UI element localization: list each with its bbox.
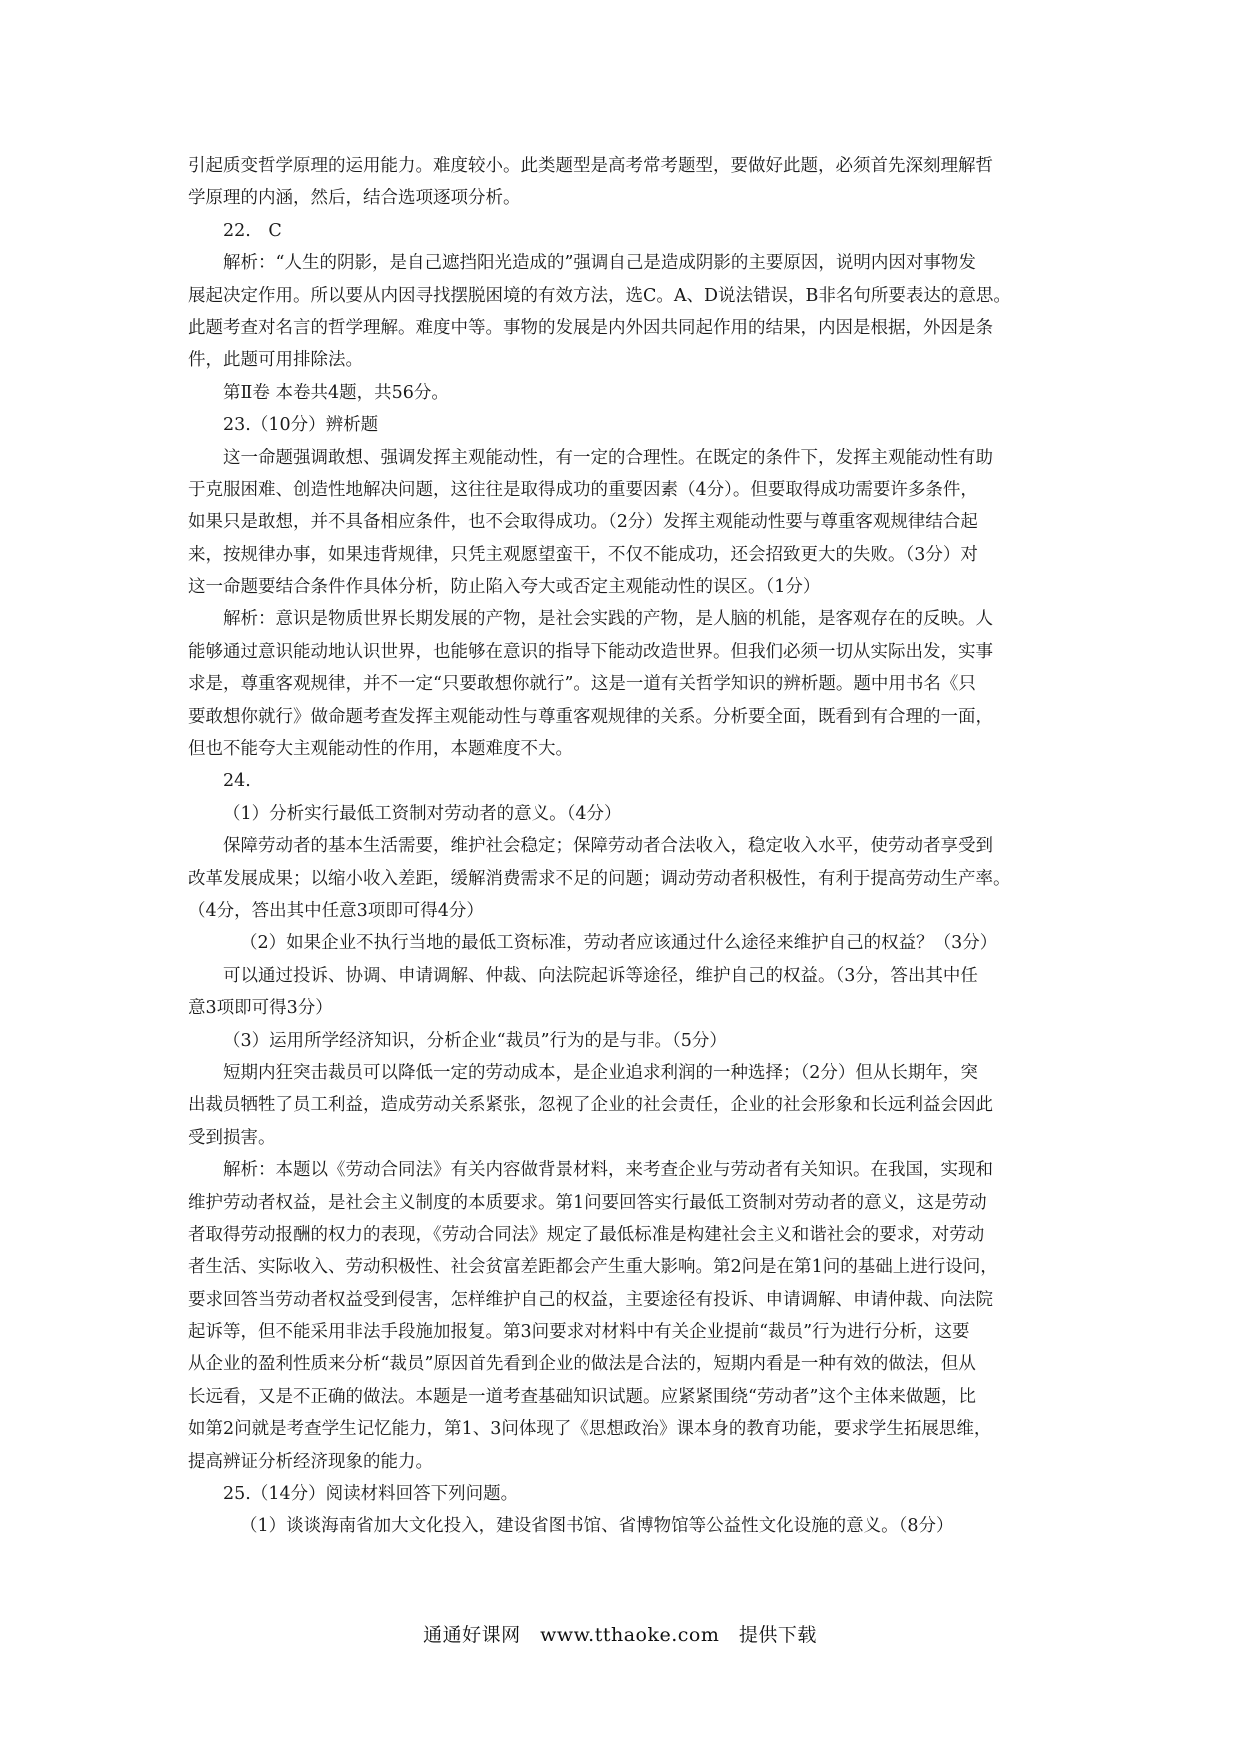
- text-line: 解析：“人生的阴影，是自己遮挡阳光造成的”强调自己是造成阴影的主要原因，说明内因对事物发: [223, 253, 976, 274]
- text-line: 第Ⅱ卷 本卷共4题，共56分。: [223, 382, 449, 403]
- text-line: 如第2问就是考查学生记忆能力，第1、3问体现了《思想政治》课本身的教育功能，要求学生拓展思维，: [188, 1419, 992, 1440]
- text-line: 者生活、实际收入、劳动积极性、社会贫富差距都会产生重大影响。第2问是在第1问的基础上进行设问，: [188, 1257, 998, 1278]
- text-line: 解析：本题以《劳动合同法》有关内容做背景材料，来考查企业与劳动者有关知识。在我国，实现和: [223, 1160, 993, 1181]
- document-body: [188, 150, 1060, 1543]
- text-line: 这一命题要结合条件作具体分析，防止陷入夸大或否定主观能动性的误区。（1分）: [188, 577, 821, 598]
- text-line: 学原理的内涵，然后，结合选项逐项分析。: [188, 188, 521, 209]
- text-line: 求是，尊重客观规律，并不一定“只要敢想你就行”。这是一道有关哲学知识的辨析题。题中用书名《只: [188, 674, 976, 695]
- text-line: 23.（10分）辨析题: [223, 415, 379, 436]
- text-line: （1）分析实行最低工资制对劳动者的意义。（4分）: [223, 803, 622, 824]
- text-line: （3）运用所学经济知识，分析企业“裁员”行为的是与非。（5分）: [223, 1030, 727, 1051]
- text-line: （2）如果企业不执行当地的最低工资标准，劳动者应该通过什么途径来维护自己的权益？（3分）: [240, 933, 998, 954]
- text-line: 可以通过投诉、协调、申请调解、仲裁、向法院起诉等途径，维护自己的权益。（3分，答出其中任: [223, 965, 978, 986]
- text-line: 件，此题可用排除法。: [188, 350, 363, 371]
- text-line: 保障劳动者的基本生活需要，维护社会稳定；保障劳动者合法收入，稳定收入水平，使劳动者享受到: [223, 836, 993, 857]
- text-line: 提高辨证分析经济现象的能力。: [188, 1451, 433, 1472]
- text-line: 短期内狂突击裁员可以降低一定的劳动成本，是企业追求利润的一种选择；（2分）但从长期年，突: [223, 1062, 978, 1083]
- text-line: 者取得劳动报酬的权力的表现，《劳动合同法》规定了最低标准是构建社会主义和谐社会的要求，对劳动: [188, 1224, 985, 1245]
- text-line: 从企业的盈利性质来分析“裁员”原因首先看到企业的做法是合法的，短期内看是一种有效的做法，但从: [188, 1354, 976, 1375]
- text-line: 维护劳动者权益，是社会主义制度的本质要求。第1问要回答实行最低工资制对劳动者的意义，这是劳动: [188, 1192, 987, 1213]
- footer-text: 通通好课网 www.tthaoke.com 提供下载: [423, 1624, 817, 1646]
- text-line: 要求回答当劳动者权益受到侵害，怎样维护自己的权益，主要途径有投诉、申请调解、申请仲裁、向法院: [188, 1289, 993, 1310]
- text-line: 出裁员牺牲了员工利益，造成劳动关系紧张，忽视了企业的社会责任，企业的社会形象和长远利益会因此: [188, 1095, 993, 1116]
- text-line: 展起决定作用。所以要从内因寻找摆脱困境的有效方法，选C。A、D说法错误，B非名句所要表达的意思。: [188, 285, 1011, 306]
- text-line: 能够通过意识能动地认识世界，也能够在意识的指导下能动改造世界。但我们必须一切从实际出发，实事: [188, 641, 993, 662]
- text-line: 要敢想你就行》做命题考查发挥主观能动性与尊重客观规律的关系。分析要全面，既看到有合理的一面，: [188, 706, 993, 727]
- text-line: 引起质变哲学原理的运用能力。难度较小。此类题型是高考常考题型，要做好此题，必须首先深刻理解哲: [188, 156, 993, 176]
- text-line: 如果只是敢想，并不具备相应条件，也不会取得成功。（2分）发挥主观能动性要与尊重客观规律结合起: [188, 512, 978, 533]
- text-line: 长远看，又是不正确的做法。本题是一道考查基础知识试题。应紧紧围绕“劳动者”这个主体来做题，比: [188, 1386, 976, 1407]
- text-line: 24.: [223, 771, 251, 792]
- text-line: （1）谈谈海南省加大文化投入，建设省图书馆、省博物馆等公益性文化设施的意义。（8分）: [240, 1516, 954, 1537]
- text-line: 改革发展成果；以缩小收入差距，缓解消费需求不足的问题；调动劳动者积极性，有利于提高劳动生产率。: [188, 868, 1011, 889]
- page-footer: [0, 1620, 1240, 1647]
- text-line: 此题考查对名言的哲学理解。难度中等。事物的发展是内外因共同起作用的结果，内因是根据，外因是条: [188, 317, 993, 338]
- text-line: 这一命题强调敢想、强调发挥主观能动性，有一定的合理性。在既定的条件下，发挥主观能动性有助: [223, 447, 993, 468]
- text-line: 于克服困难、创造性地解决问题，这往往是取得成功的重要因素（4分）。但要取得成功需要许多条件，: [188, 479, 978, 500]
- text-line: （4分，答出其中任意3项即可得4分）: [188, 900, 484, 921]
- text-line: 但也不能夸大主观能动性的作用，本题难度不大。: [188, 739, 573, 760]
- text-line: 22. C: [223, 220, 282, 241]
- text-line: 25.（14分）阅读材料回答下列问题。: [223, 1484, 519, 1505]
- text-line: 来，按规律办事，如果违背规律，只凭主观愿望蛮干，不仅不能成功，还会招致更大的失败。（3分）对: [188, 544, 978, 565]
- text-line: 解析：意识是物质世界长期发展的产物，是社会实践的产物，是人脑的机能，是客观存在的反映。人: [223, 609, 993, 630]
- text-line: 起诉等，但不能采用非法手段施加报复。第3问要求对材料中有关企业提前“裁员”行为进行分析，这要: [188, 1322, 970, 1343]
- text-line: 意3项即可得3分）: [188, 998, 333, 1019]
- text-line: 受到损害。: [188, 1127, 276, 1148]
